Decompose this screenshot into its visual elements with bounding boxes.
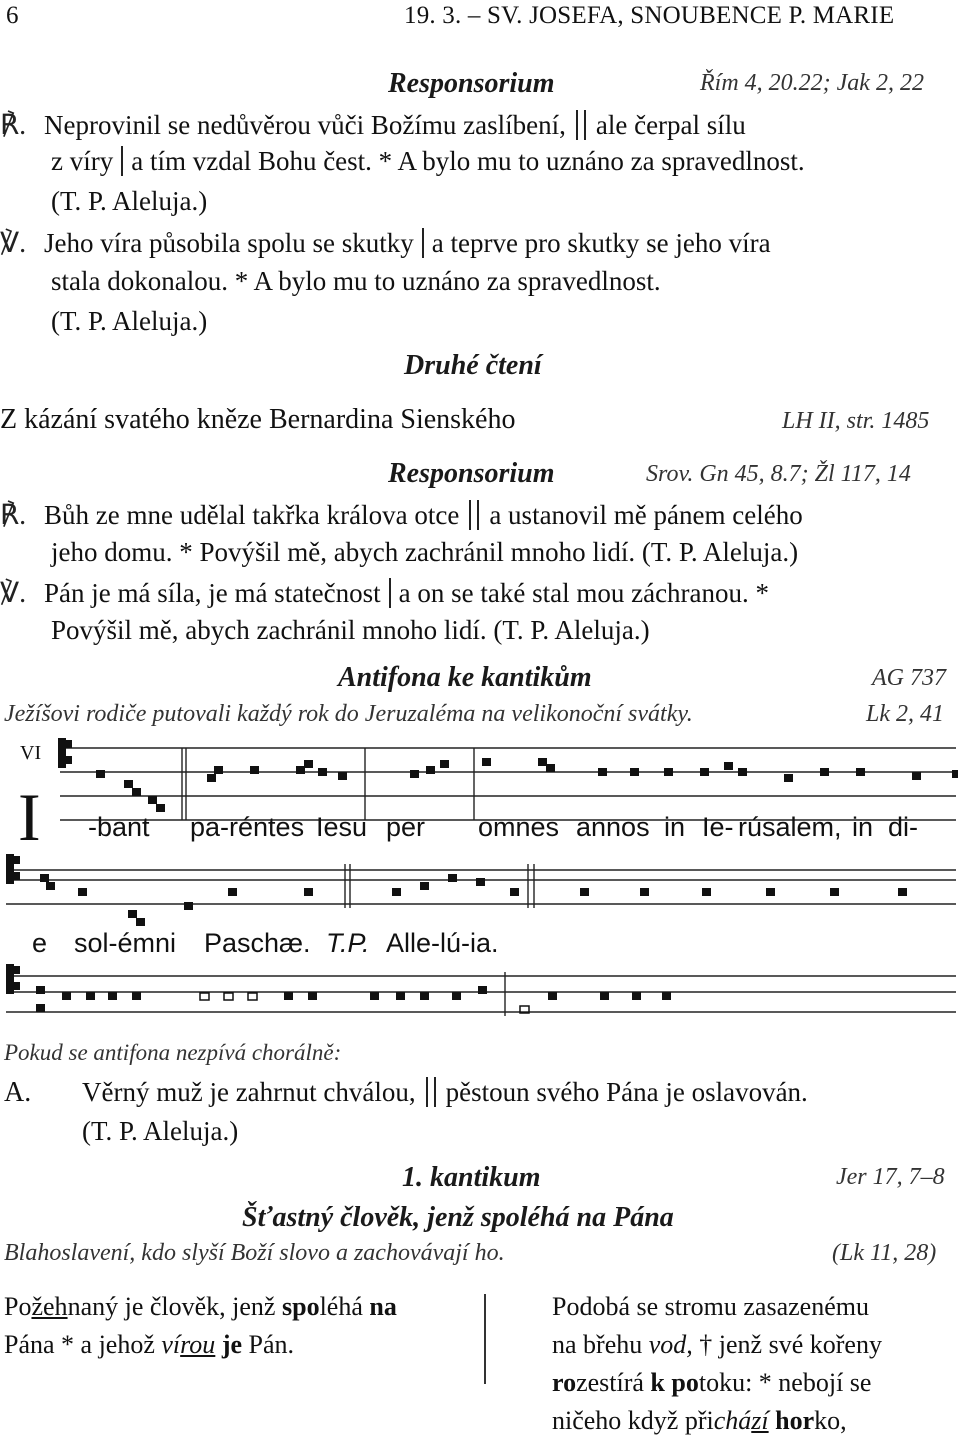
- psalm-text: zestírá: [576, 1368, 651, 1397]
- psalm-right-line-1: Podobá se stromu zasazenému: [552, 1292, 869, 1321]
- page-header-title: 19. 3. – SV. JOSEFA, SNOUBENCE P. MARIE: [404, 2, 895, 29]
- lyric-syllable: sol-émni: [74, 928, 177, 958]
- psalm-text: zí: [751, 1406, 769, 1435]
- single-bar-mark: [121, 146, 123, 176]
- psalm-text: spo: [281, 1292, 320, 1321]
- lyric-syllable: di-: [888, 812, 919, 842]
- lyric-syllable: annos: [576, 812, 650, 842]
- psalm-text: toku: * nebojí se: [698, 1368, 872, 1397]
- psalm-text: po: [671, 1368, 699, 1397]
- lyric-syllable: e: [32, 928, 48, 958]
- response2-line-2: jeho domu. * Povýšil mě, abych zachránil mnoho lidí. (T. P. Aleluja.): [51, 537, 799, 567]
- double-bar-mark: [576, 110, 586, 140]
- psalm-text: rou: [180, 1330, 216, 1359]
- response-line-1: [0, 108, 746, 142]
- response-text-c: z víry: [51, 146, 114, 176]
- psalm-text: hor: [775, 1406, 815, 1435]
- lyric-syllable: per: [386, 812, 426, 842]
- psalm-right-line-3: [552, 1368, 871, 1398]
- verse-text-a: Jeho víra působila spolu se skutky: [44, 228, 414, 258]
- response-text-a: Neprovinil se nedůvěrou vůči Božímu zaslíbení,: [44, 110, 566, 140]
- response2-text-a: Bůh ze mne udělal takřka králova otce: [44, 500, 460, 530]
- psalm-text: naný je člověk, jenž: [67, 1292, 282, 1321]
- antiphon-reference: AG 737: [872, 665, 946, 691]
- psalm-text: vod,: [648, 1330, 693, 1359]
- antiphon-note: Pokud se antifona nezpívá chorálně:: [4, 1040, 342, 1065]
- single-bar-mark: [389, 578, 391, 608]
- canticle-title: Šťastný člověk, jenž spoléhá na Pána: [242, 1202, 674, 1233]
- responsorium-heading: Responsorium: [388, 68, 555, 99]
- psalm-text: léhá: [319, 1292, 370, 1321]
- single-bar-mark: [422, 228, 424, 258]
- psalm-text: ko,: [814, 1406, 847, 1435]
- verse2-text-b: a on se také stal mou záchranou. *: [398, 578, 770, 608]
- psalm-text: chá: [713, 1406, 752, 1435]
- psalm-text: žeh: [31, 1292, 68, 1321]
- psalm-text: † jenž své kořeny: [692, 1330, 882, 1359]
- psalm-text: ro: [552, 1368, 577, 1397]
- verse-text-b: a teprve pro skutky se jeho víra: [431, 228, 771, 258]
- verse2-text-a: Pán je má síla, je má statečnost: [44, 578, 381, 608]
- response-symbol: ℟.: [0, 110, 27, 141]
- response-text-d: a tím vzdal Bohu čest. * A bylo mu to uznáno za spravedlnost.: [131, 146, 805, 176]
- lyric-syllable: Paschæ.: [204, 928, 311, 958]
- lyric-syllable: T.P.: [326, 928, 370, 958]
- antiphon-tp: (T. P. Aleluja.): [82, 1116, 239, 1146]
- psalm-text: na břehu: [552, 1330, 649, 1359]
- lyric-syllable: Iesu: [316, 812, 368, 842]
- reading-heading: Druhé čtení: [404, 350, 542, 381]
- antiphon-subtitle-reference: Lk 2, 41: [866, 701, 944, 727]
- lyric-syllable: Ie-: [702, 812, 734, 842]
- verse-symbol: ℣.: [0, 228, 27, 259]
- canticle-reference: Jer 17, 7–8: [836, 1164, 945, 1190]
- verse-tp: (T. P. Aleluja.): [51, 306, 208, 336]
- psalm-text: je: [221, 1330, 243, 1359]
- lyric-syllable: in: [852, 812, 874, 842]
- verse-line-2: stala dokonalou. * A bylo mu to uznáno za spravedlnost.: [51, 266, 661, 296]
- antiphon-subtitle: Ježíšovi rodiče putovali každý rok do Jeruzaléma na velikonoční svátky.: [4, 701, 693, 727]
- psalm-left-line-1: [4, 1292, 397, 1322]
- lyric-syllable: Alle-lú-ia.: [386, 928, 499, 958]
- lyric-syllable: omnes: [478, 812, 560, 842]
- chant-mode: VI: [20, 742, 42, 764]
- double-bar-mark: [426, 1077, 436, 1107]
- psalm-text: ničeho když při: [552, 1406, 714, 1435]
- psalm-text: Po: [4, 1292, 32, 1321]
- response2-text-b: a ustanovil mě pánem celého: [489, 500, 803, 530]
- double-bar-mark: [469, 500, 479, 530]
- verse2-line-2: Povýšil mě, abych zachránil mnoho lidí. (T. P. Aleluja.): [51, 615, 650, 645]
- lyric-syllable: pa-réntes: [190, 812, 305, 842]
- column-divider: [484, 1294, 486, 1384]
- lyric-syllable: rúsalem,: [738, 812, 842, 842]
- antiphon-text-b: pěstoun svého Pána je oslavován.: [445, 1077, 808, 1107]
- psalm-text: Pána * a jehož: [4, 1330, 162, 1359]
- chant-staves: [0, 730, 960, 1050]
- response-symbol: ℟.: [0, 500, 27, 531]
- verse-symbol: ℣.: [0, 578, 27, 609]
- psalm-text: ví: [161, 1330, 181, 1359]
- psalm-text: k: [650, 1368, 665, 1397]
- response-line-2: [51, 146, 805, 177]
- psalm-text: na: [369, 1292, 397, 1321]
- reading-source: Z kázání svatého kněze Bernardina Sienského: [0, 404, 516, 435]
- antiphon-heading: Antifona ke kantikům: [338, 662, 592, 693]
- response-tp: (T. P. Aleluja.): [51, 186, 208, 216]
- antiphon-text-a: Věrný muž je zahrnut chválou,: [82, 1077, 416, 1107]
- canticle-quote-reference: (Lk 11, 28): [832, 1240, 937, 1266]
- antiphon-text-line-1: [82, 1077, 808, 1108]
- psalm-text: Pán.: [242, 1330, 295, 1359]
- response2-line-1: [0, 498, 803, 532]
- verse2-line-1: [0, 576, 769, 610]
- verse-line-1: [0, 226, 771, 260]
- canticle-quote: Blahoslavení, kdo slyší Boží slovo a zachovávají ho.: [4, 1240, 505, 1266]
- psalm-left-line-2: [4, 1330, 294, 1360]
- responsorium-reference: Řím 4, 20.22; Jak 2, 22: [700, 70, 924, 96]
- lyric-syllable: -bant: [88, 812, 150, 842]
- responsorium2-reference: Srov. Gn 45, 8.7; Žl 117, 14: [646, 461, 911, 487]
- page-number: 6: [6, 2, 19, 29]
- reading-reference: LH II, str. 1485: [782, 408, 930, 434]
- chant-initial: I: [18, 779, 41, 855]
- antiphon-symbol: A.: [4, 1077, 32, 1108]
- responsorium2-heading: Responsorium: [388, 458, 555, 489]
- psalm-right-line-2: [552, 1330, 882, 1360]
- canticle-heading: 1. kantikum: [402, 1162, 541, 1193]
- lyric-syllable: in: [664, 812, 686, 842]
- psalm-right-line-4: [552, 1406, 847, 1436]
- response-text-b: ale čerpal sílu: [595, 110, 746, 140]
